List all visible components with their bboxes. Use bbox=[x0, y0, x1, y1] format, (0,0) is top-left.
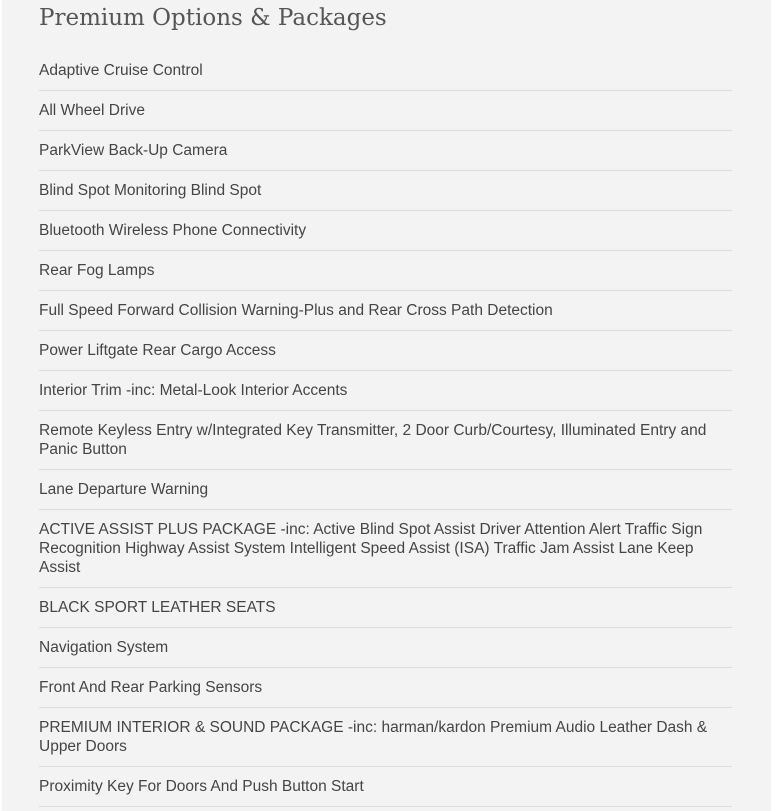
premium-options-panel bbox=[2, 0, 771, 811]
option-item: Front And Rear Parking Sensors bbox=[39, 668, 732, 708]
option-item: Bluetooth Wireless Phone Connectivity bbox=[39, 211, 732, 251]
option-item: Navigation System bbox=[39, 628, 732, 668]
option-item: PREMIUM INTERIOR & SOUND PACKAGE -inc: harman/kardon Premium Audio Leather Dash & Upper Doors bbox=[39, 708, 732, 767]
option-item: Proximity Key For Doors And Push Button Start bbox=[39, 767, 732, 807]
option-item: Adaptive Cruise Control bbox=[39, 51, 732, 91]
option-item: Interior Trim -inc: Metal-Look Interior Accents bbox=[39, 371, 732, 411]
option-item: BLACK SPORT LEATHER SEATS bbox=[39, 588, 732, 628]
option-item: Full Speed Forward Collision Warning-Plus and Rear Cross Path Detection bbox=[39, 291, 732, 331]
option-item: Power Liftgate Rear Cargo Access bbox=[39, 331, 732, 371]
option-item: All Wheel Drive bbox=[39, 91, 732, 131]
option-item: ParkView Back-Up Camera bbox=[39, 131, 732, 171]
option-item: Blind Spot Monitoring Blind Spot bbox=[39, 171, 732, 211]
option-item: Rear Fog Lamps bbox=[39, 251, 732, 291]
options-list bbox=[39, 51, 732, 807]
option-item: Remote Keyless Entry w/Integrated Key Transmitter, 2 Door Curb/Courtesy, Illuminated Entry and Panic Button bbox=[39, 411, 732, 470]
option-item: ACTIVE ASSIST PLUS PACKAGE -inc: Active Blind Spot Assist Driver Attention Alert Traffic Sign Recognition Highway Assist System Intelligent Speed Assist (ISA) Traffic Jam Assist Lane Keep Assist bbox=[39, 510, 732, 588]
section-title: Premium Options & Packages bbox=[39, 5, 387, 31]
option-item: Lane Departure Warning bbox=[39, 470, 732, 510]
